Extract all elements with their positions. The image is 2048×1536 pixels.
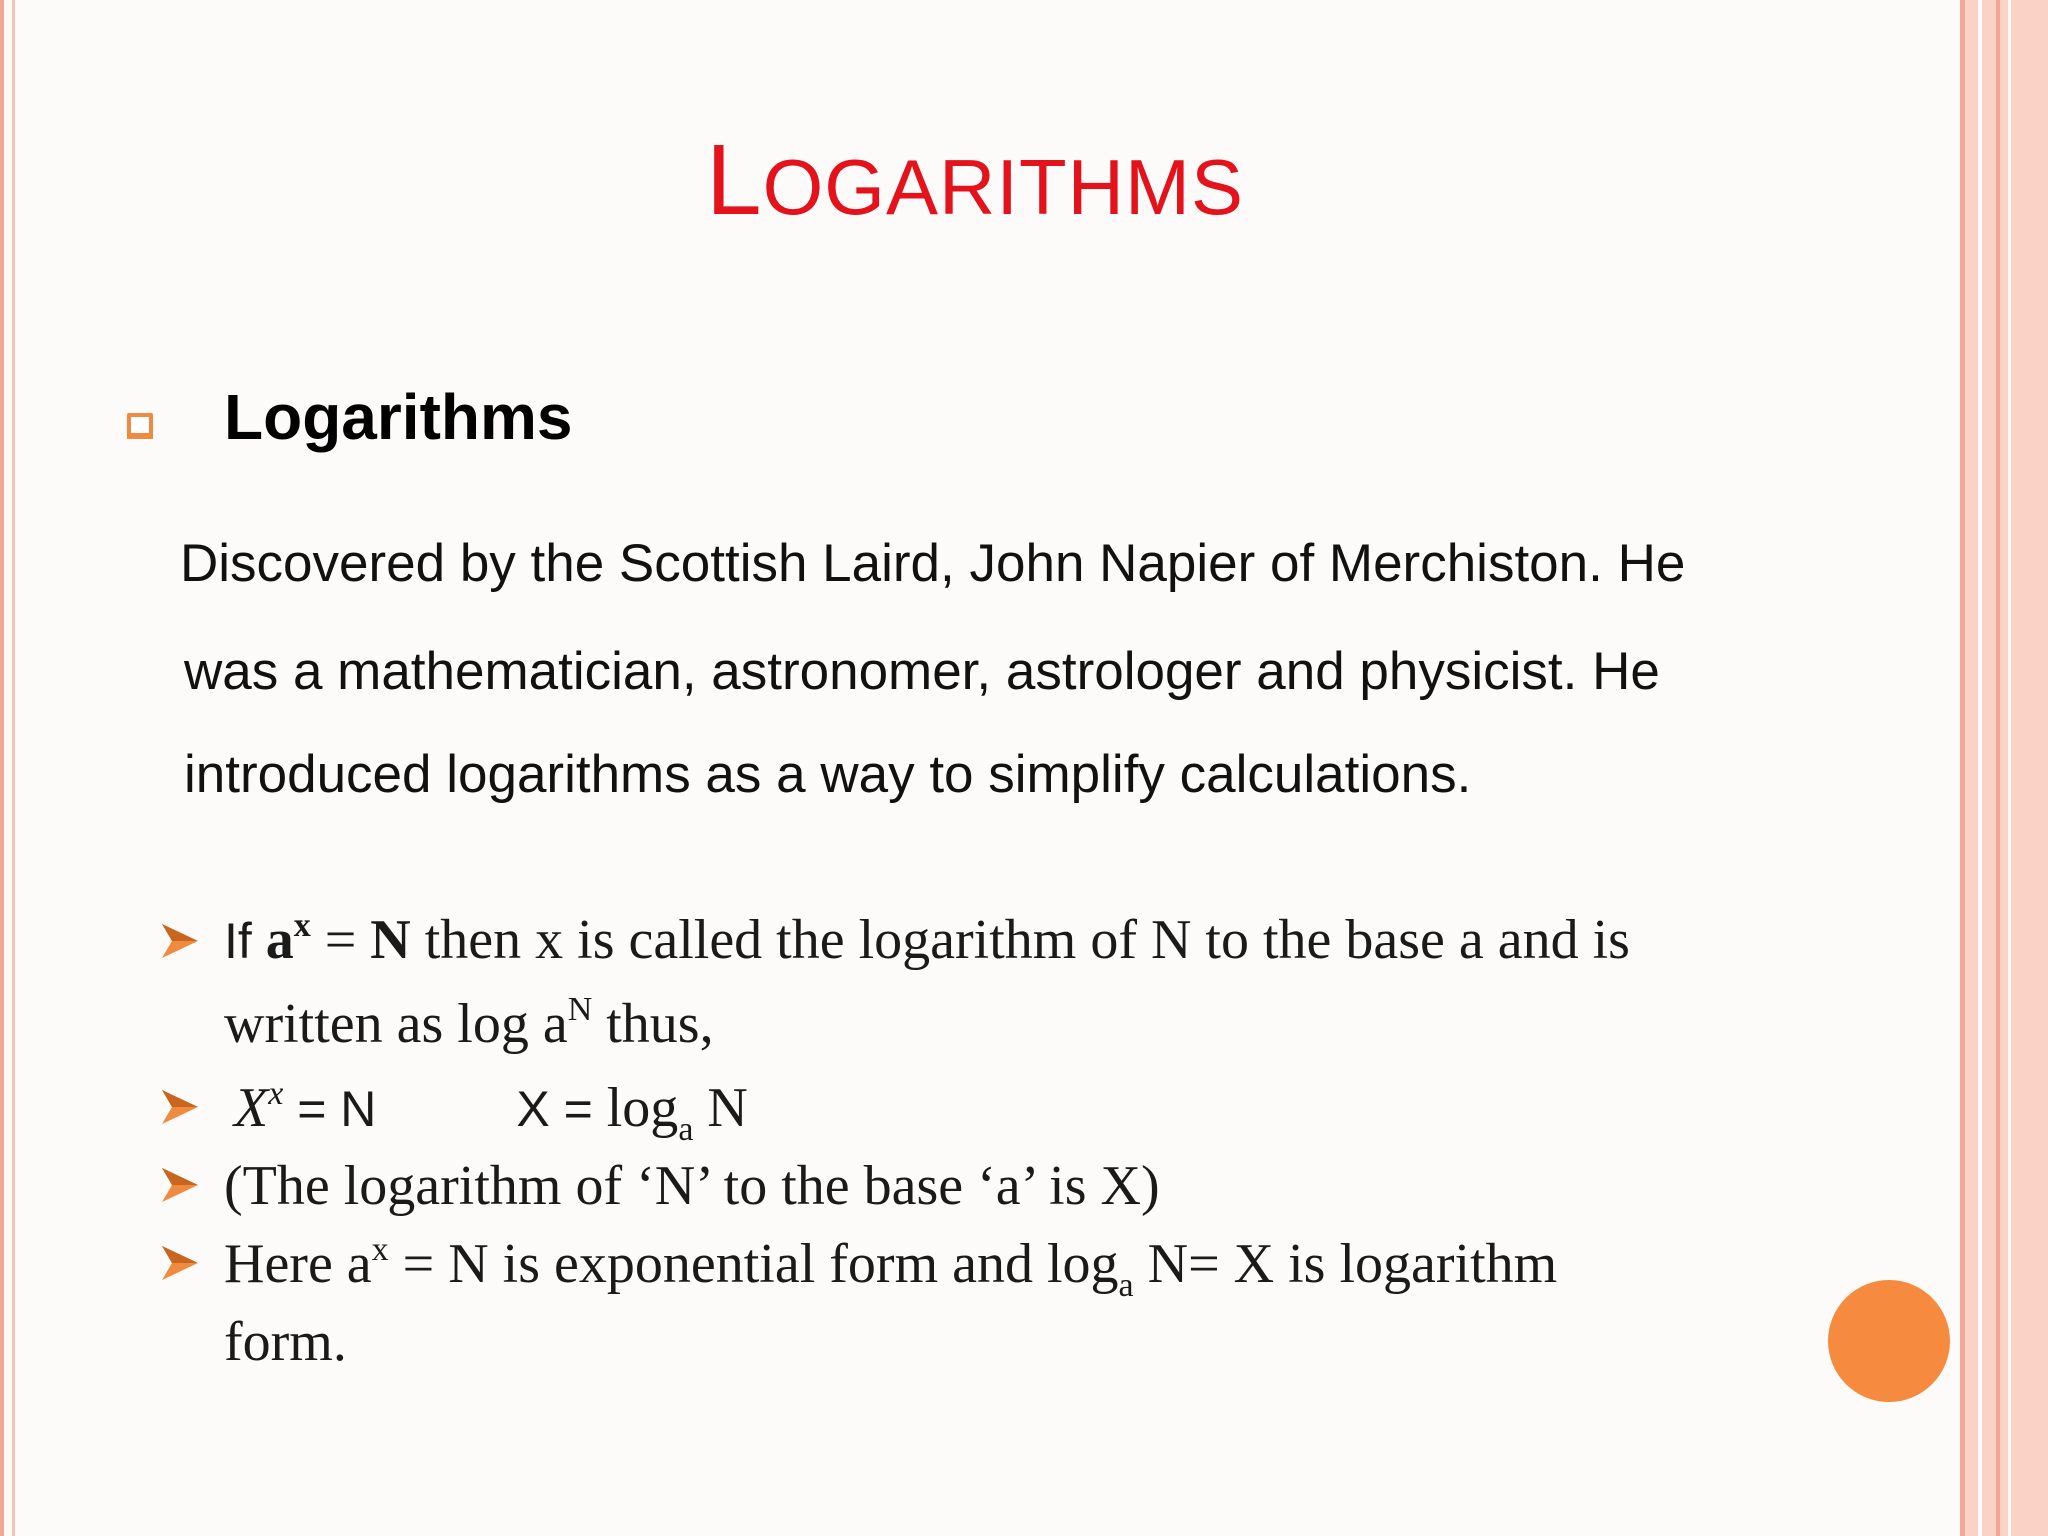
arrowhead-bullet-icon — [160, 920, 200, 962]
paragraph-line-2: was a mathematician, astronomer, astrologer and physicist. He — [184, 642, 1660, 701]
orange-circle-decoration — [1828, 1280, 1950, 1402]
bullet-3-line: (The logarithm of ‘N’ to the base ‘a’ is X) — [224, 1155, 1160, 1217]
right-decor-band — [1960, 0, 2048, 1536]
bullet-4-mid: = N is exponential form and log — [388, 1233, 1119, 1295]
right-decor-line — [1978, 0, 1982, 1536]
left-border-line — [0, 0, 4, 1536]
right-decor-line — [1960, 0, 1965, 1536]
bullet-2-X: X — [234, 1077, 269, 1139]
bullet-1-rest: then x is called the logarithm of N to the base a and is — [410, 909, 1630, 971]
right-decor-line — [2008, 0, 2011, 1536]
bullet-1-N: N — [370, 909, 411, 971]
section-heading: Logarithms — [224, 381, 573, 453]
title-rest: OGARITHMS — [762, 143, 1244, 231]
title-initial: L — [706, 124, 763, 236]
square-bullet-icon — [127, 413, 153, 439]
bullet-1-line-1 — [224, 907, 1630, 971]
bullet-2-exponent: x — [268, 1075, 284, 1112]
bullet-2-X-equals: X = — [516, 1081, 607, 1137]
bullet-2-equals: = — [283, 1081, 341, 1137]
bullet-2-line — [234, 1075, 748, 1148]
bullet-4-line-2: form. — [224, 1311, 347, 1373]
bullet-4-end: N= X is logarithm — [1133, 1233, 1558, 1295]
bullet-4-sub-a: a — [1118, 1267, 1134, 1304]
bullet-1-base: a — [265, 909, 294, 971]
arrowhead-bullet-icon — [160, 1086, 200, 1128]
bullet-2-N: N — [340, 1081, 377, 1137]
left-border-line-inner — [12, 0, 15, 1536]
right-decor-line — [1996, 0, 2000, 1536]
bullet-1-thus: thus, — [592, 993, 714, 1055]
bullet-1-written: written as log a — [224, 993, 568, 1055]
bullet-1-sup-N: N — [567, 991, 593, 1028]
arrowhead-bullet-icon — [160, 1164, 200, 1206]
paragraph-line-3: introduced logarithms as a way to simplify calculations. — [184, 745, 1472, 804]
bullet-2-log: log — [606, 1077, 679, 1139]
bullet-2-sub-a: a — [678, 1111, 694, 1148]
bullet-1-equals: = — [310, 909, 371, 971]
arrowhead-bullet-icon — [160, 1242, 200, 1284]
bullet-1-if: If — [224, 913, 266, 969]
bullet-1-exponent: x — [293, 907, 311, 944]
bullet-1-line-2 — [224, 991, 714, 1055]
bullet-4-here: Here a — [224, 1233, 372, 1295]
slide-title — [0, 124, 1950, 236]
bullet-4-line-1 — [224, 1231, 1558, 1304]
bullet-2-N2: N — [693, 1077, 748, 1139]
paragraph-line-1: Discovered by the Scottish Laird, John Napier of Merchiston. He — [180, 534, 1686, 593]
bullet-4-exponent: x — [371, 1231, 389, 1268]
